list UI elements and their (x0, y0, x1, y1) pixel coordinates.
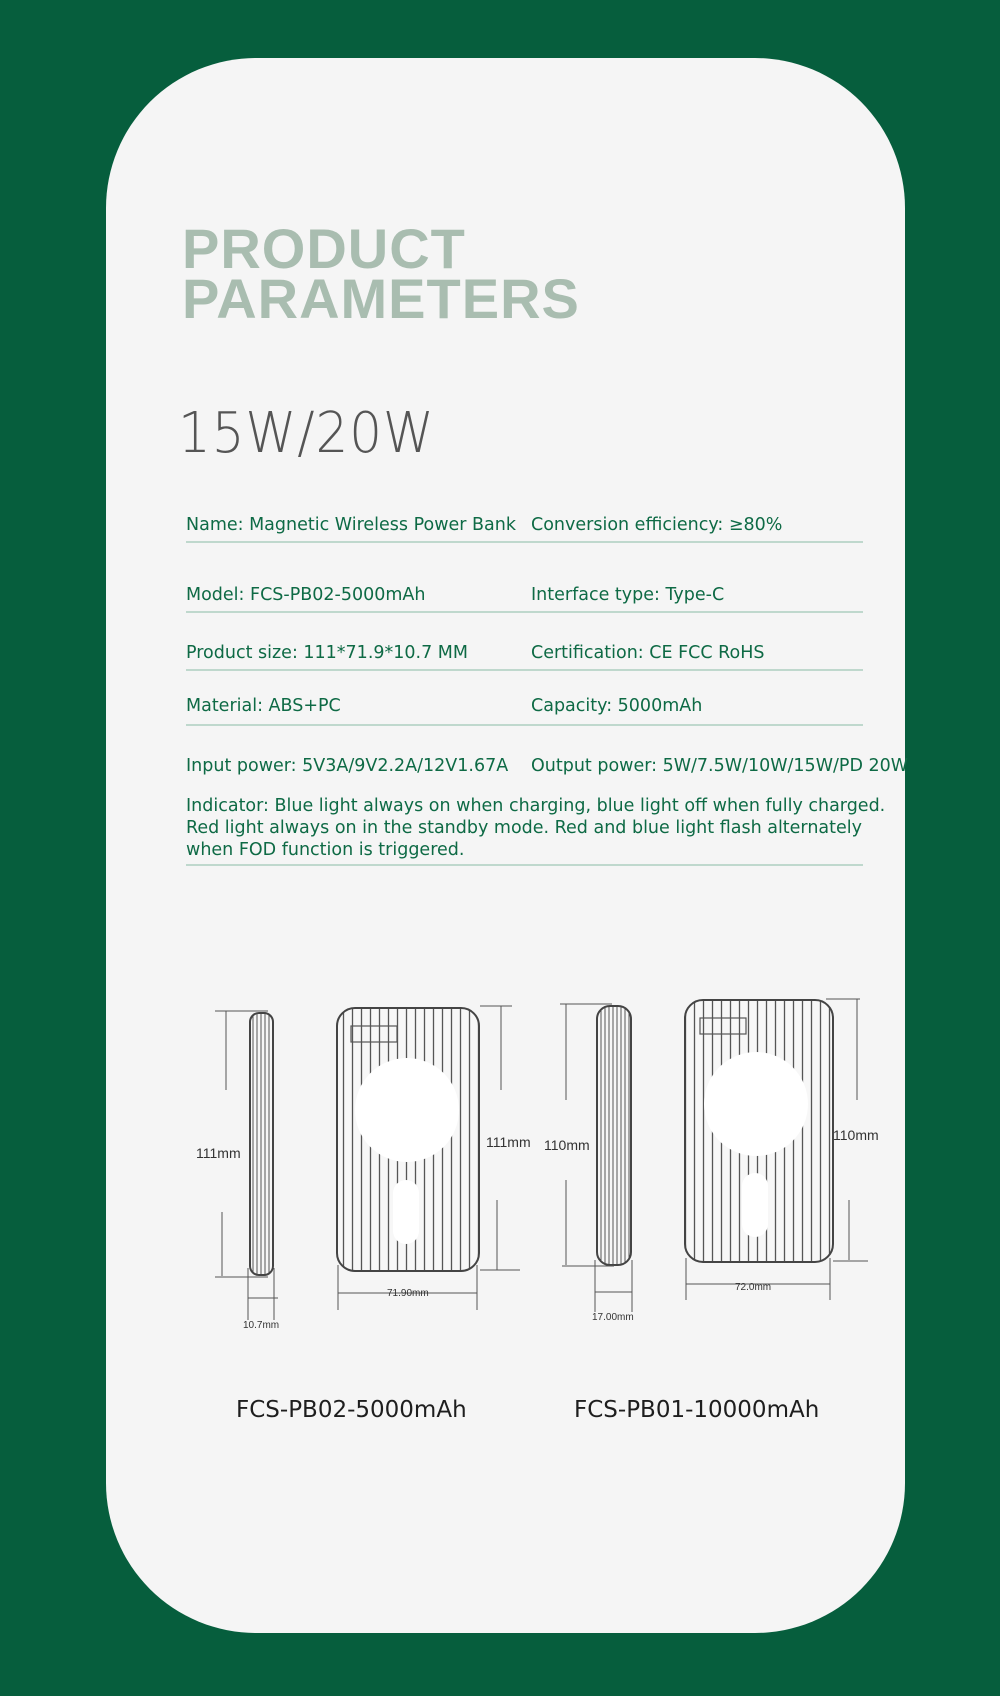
param-interface: Interface type: Type-C (531, 585, 725, 605)
param-model: Model: FCS-PB02-5000mAh (186, 585, 426, 605)
model-label-pb02: FCS-PB02-5000mAh (236, 1397, 467, 1423)
param-size: Product size: 111*71.9*10.7 MM (186, 643, 468, 663)
pb02-side-view (196, 1011, 279, 1331)
param-efficiency: Conversion efficiency: ≥80% (531, 515, 783, 535)
title-line-2: PARAMETERS (182, 267, 580, 330)
param-output-power: Output power: 5W/7.5W/10W/15W/PD 20W (531, 756, 909, 776)
param-certification: Certification: CE FCC RoHS (531, 643, 765, 663)
pb01-side-height-label: 110mm (544, 1137, 590, 1153)
pb01-front-height-label: 110mm (833, 1127, 879, 1143)
power-rating: 15W/20W (178, 401, 435, 466)
pb02-front-view (337, 1006, 531, 1310)
pb01-width-label: 72.0mm (735, 1282, 772, 1293)
pb02-thickness-label: 10.7mm (243, 1320, 280, 1331)
pb02-side-height-label: 111mm (196, 1145, 241, 1161)
pb01-thickness-label: 17.00mm (592, 1312, 634, 1323)
pb02-front-height-label: 111mm (486, 1134, 531, 1150)
title-line-1: PRODUCT (182, 217, 466, 280)
param-material: Material: ABS+PC (186, 696, 341, 716)
param-name: Name: Magnetic Wireless Power Bank (186, 515, 516, 535)
model-label-pb01: FCS-PB01-10000mAh (574, 1397, 820, 1423)
pb01-side-view (544, 1004, 634, 1323)
pb01-front-view (685, 999, 879, 1300)
param-input-power: Input power: 5V3A/9V2.2A/12V1.67A (186, 756, 509, 776)
param-capacity: Capacity: 5000mAh (531, 696, 703, 716)
pb02-width-label: 71.90mm (387, 1288, 429, 1299)
param-indicator: Indicator: Blue light always on when charging, blue light off when fully charged. Red light always on in the standby mode. Red and blue light flash alternately when FOD function is triggered. (186, 796, 886, 860)
